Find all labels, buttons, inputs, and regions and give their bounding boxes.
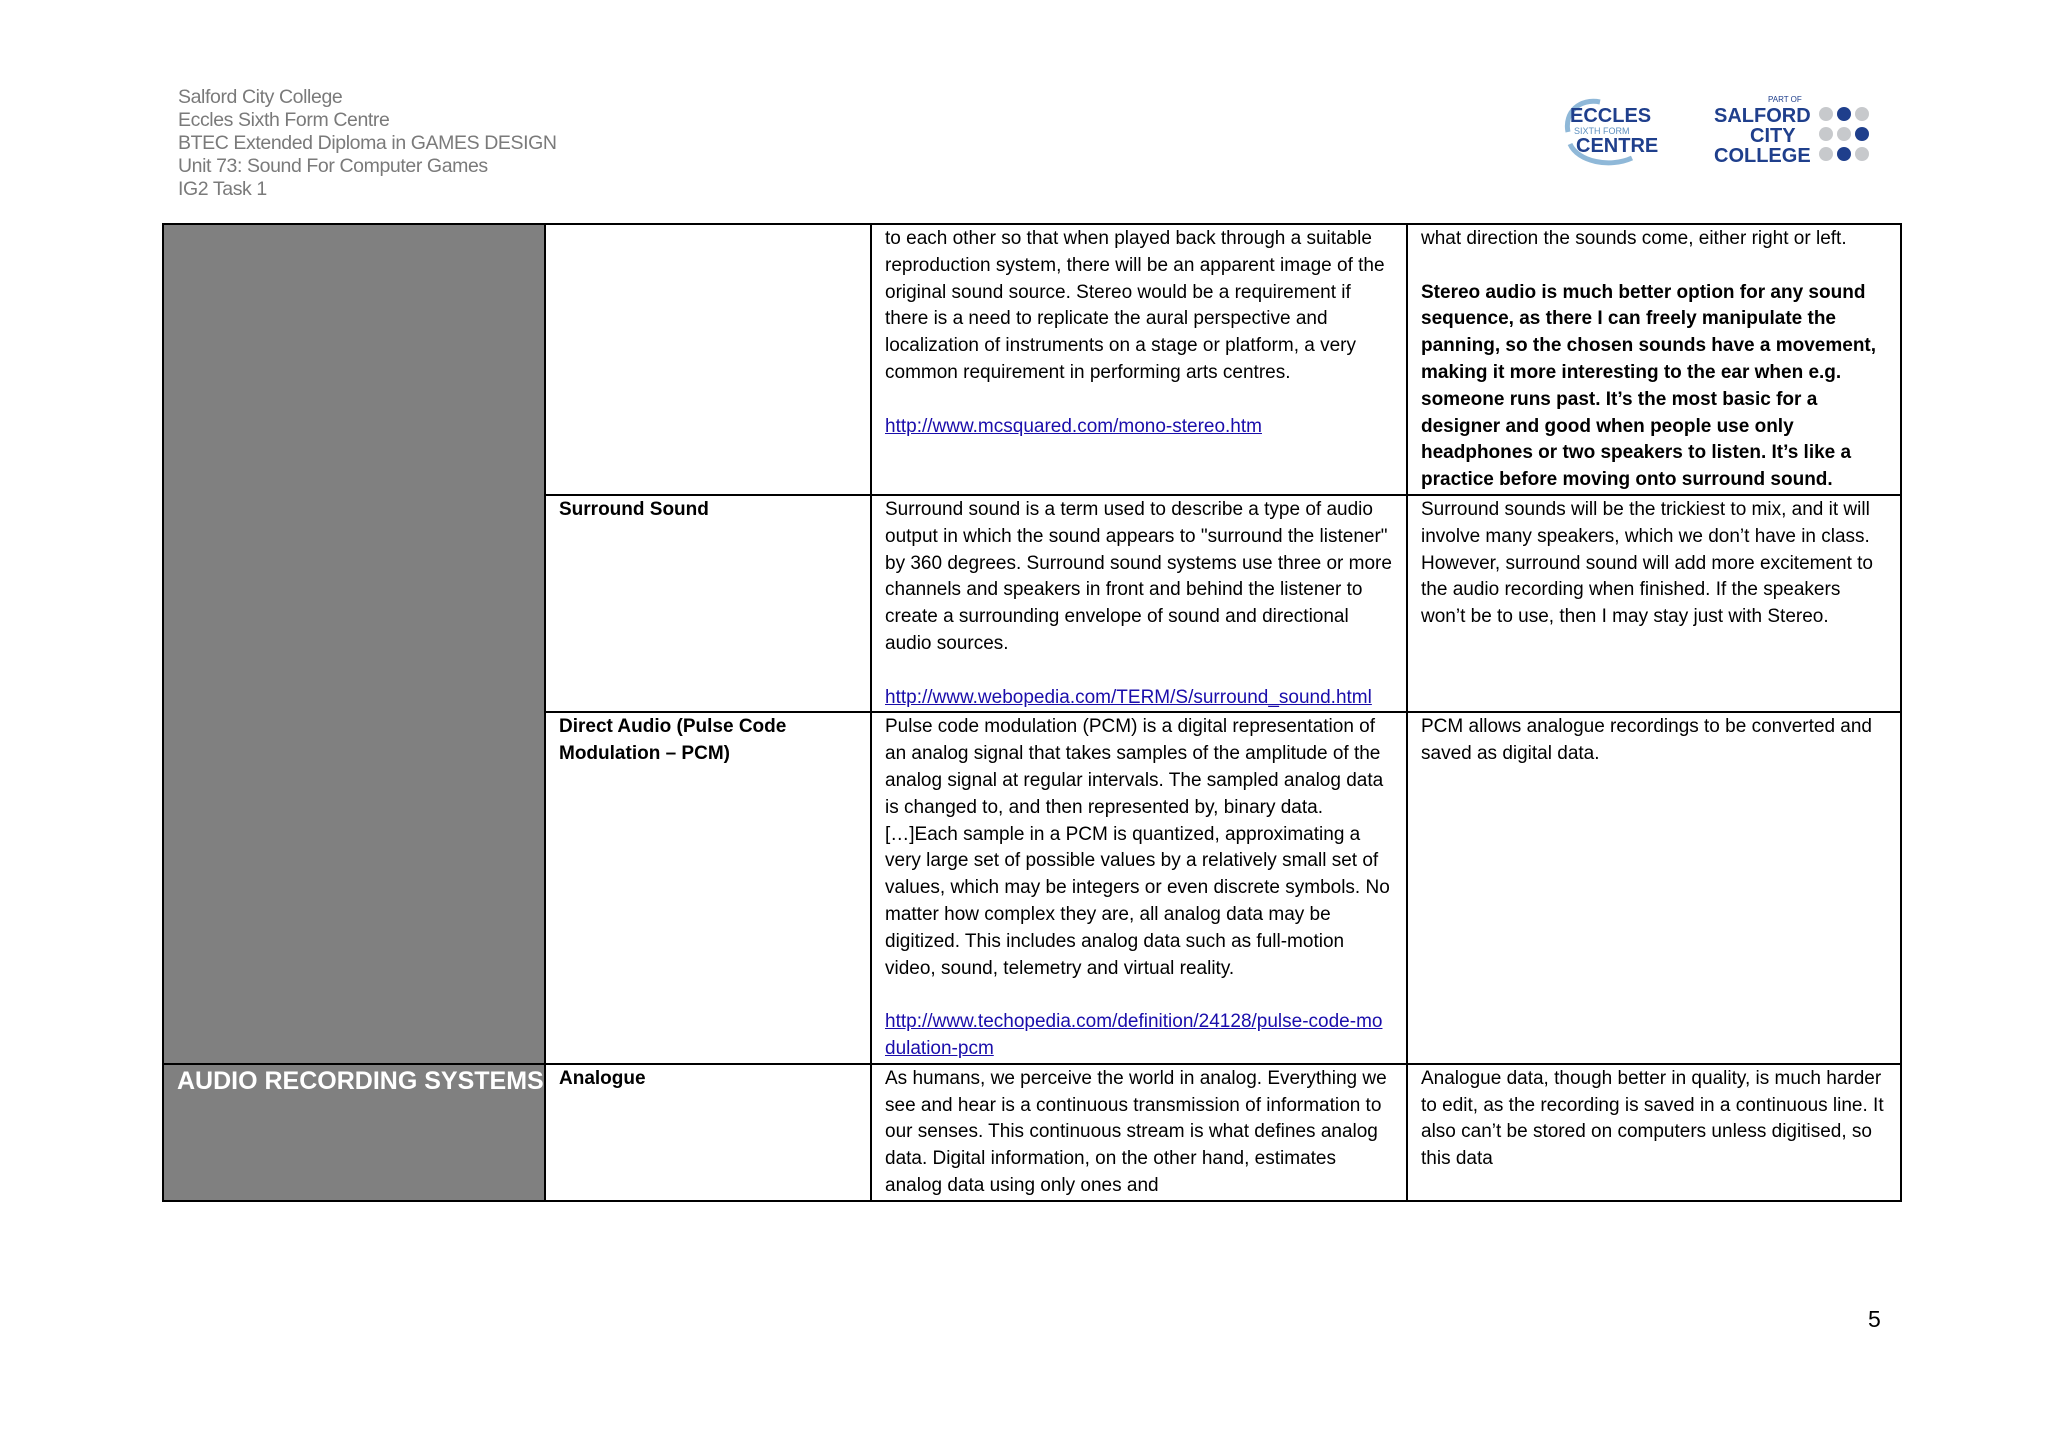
- sound-systems-table: [162, 223, 1902, 1202]
- pcm-source-link[interactable]: http://www.techopedia.com/definition/24128/pulse-code-modulation-pcm: [885, 1011, 1383, 1059]
- term-cell: Analogue: [545, 1064, 871, 1201]
- evaluation-cell: Surround sounds will be the trickiest to mix, and it will involve many speakers, which we don’t have in class. However, surround sound will add more excitement to the audio recording when finished. If the speakers won’t be to use, then I may stay just with Stereo.: [1407, 495, 1901, 712]
- header-centre: Eccles Sixth Form Centre: [178, 109, 390, 131]
- salford-logo-dots: [1819, 107, 1869, 161]
- document-header: [178, 86, 557, 201]
- eccles-centre-logo: [1560, 92, 1664, 170]
- term-cell: Surround Sound: [545, 495, 871, 712]
- eccles-logo-text-1: ECCLES: [1570, 105, 1652, 127]
- description-cell: As humans, we perceive the world in analog. Everything we see and hear is a continuous transmission of information to our senses. This continuous stream is what defines analog data. Digital information, on the other hand, estimates analog data using only ones and: [871, 1064, 1407, 1201]
- pcm-description: Pulse code modulation (PCM) is a digital representation of an analog signal that takes samples of the amplitude of the analog signal at regular intervals. The sampled analog data is changed to, and then represented by, binary data. […]Each sample in a PCM is quantized, approximating a very large set of possible values by a relatively small set of values, which may be integers or even discrete symbols. No matter how complex they are, all analog data may be digitized. This includes analog data such as full-motion video, sound, telemetry and virtual reality.: [885, 716, 1390, 979]
- section-cell-grey: [163, 224, 545, 1064]
- surround-source-link[interactable]: http://www.webopedia.com/TERM/S/surround_sound.html: [885, 686, 1372, 708]
- eccles-logo-text-3: CENTRE: [1576, 135, 1659, 157]
- header-task: IG2 Task 1: [178, 178, 267, 200]
- description-cell: [871, 495, 1407, 712]
- page-number: 5: [1868, 1306, 1881, 1332]
- evaluation-cell: [1407, 224, 1901, 495]
- description-cell: [871, 712, 1407, 1063]
- stereo-description: to each other so that when played back through a suitable reproduction system, there will be an apparent image of the original sound source. Stereo would be a requirement if there is a need to replicate the aural perspective and localization of instruments on a stage or platform, a very common requirement in performing arts centres.: [885, 228, 1385, 383]
- eccles-logo-text-2: SIXTH FORM: [1574, 126, 1630, 136]
- salford-logo-text-1: SALFORD: [1714, 105, 1811, 127]
- evaluation-cell: PCM allows analogue recordings to be converted and saved as digital data.: [1407, 712, 1901, 1063]
- salford-city-college-logo: [1714, 92, 1884, 170]
- header-course: BTEC Extended Diploma in GAMES DESIGN: [178, 132, 557, 154]
- section-heading: AUDIO RECORDING SYSTEMS: [163, 1064, 545, 1201]
- evaluation-cell: Analogue data, though better in quality, is much harder to edit, as the recording is saved in a continuous line. It also can’t be stored on computers unless digitised, so this data: [1407, 1064, 1901, 1201]
- stereo-evaluation: what direction the sounds come, either right or left.: [1421, 228, 1847, 249]
- salford-logo-text-3: COLLEGE: [1714, 145, 1811, 167]
- header-unit: Unit 73: Sound For Computer Games: [178, 155, 488, 177]
- stereo-source-link[interactable]: http://www.mcsquared.com/mono-stereo.htm: [885, 415, 1262, 437]
- term-cell: Direct Audio (Pulse Code Modulation – PCM): [545, 712, 871, 1063]
- surround-description: Surround sound is a term used to describe a type of audio output in which the sound appears to "surround the listener" by 360 degrees. Surround sound systems use three or more channels and speakers in front and behind the listener to create a surrounding envelope of sound and directional audio sources.: [885, 498, 1392, 654]
- table-row: [163, 224, 1901, 495]
- table-row: [163, 1064, 1901, 1201]
- description-cell: [871, 224, 1407, 495]
- stereo-evaluation-bold: Stereo audio is much better option for any sound sequence, as there I can freely manipulate the panning, so the chosen sounds have a movement, making it more interesting to the ear when e.g. someone runs past. It’s the most basic for a designer and good when people use only headphones or two speakers to listen. It’s like a practice before moving onto surround sound.: [1421, 281, 1877, 491]
- salford-logo-text-2: CITY: [1750, 125, 1796, 147]
- header-college: Salford City College: [178, 86, 343, 108]
- term-cell-empty: [545, 224, 871, 495]
- salford-logo-small: PART OF: [1768, 95, 1802, 104]
